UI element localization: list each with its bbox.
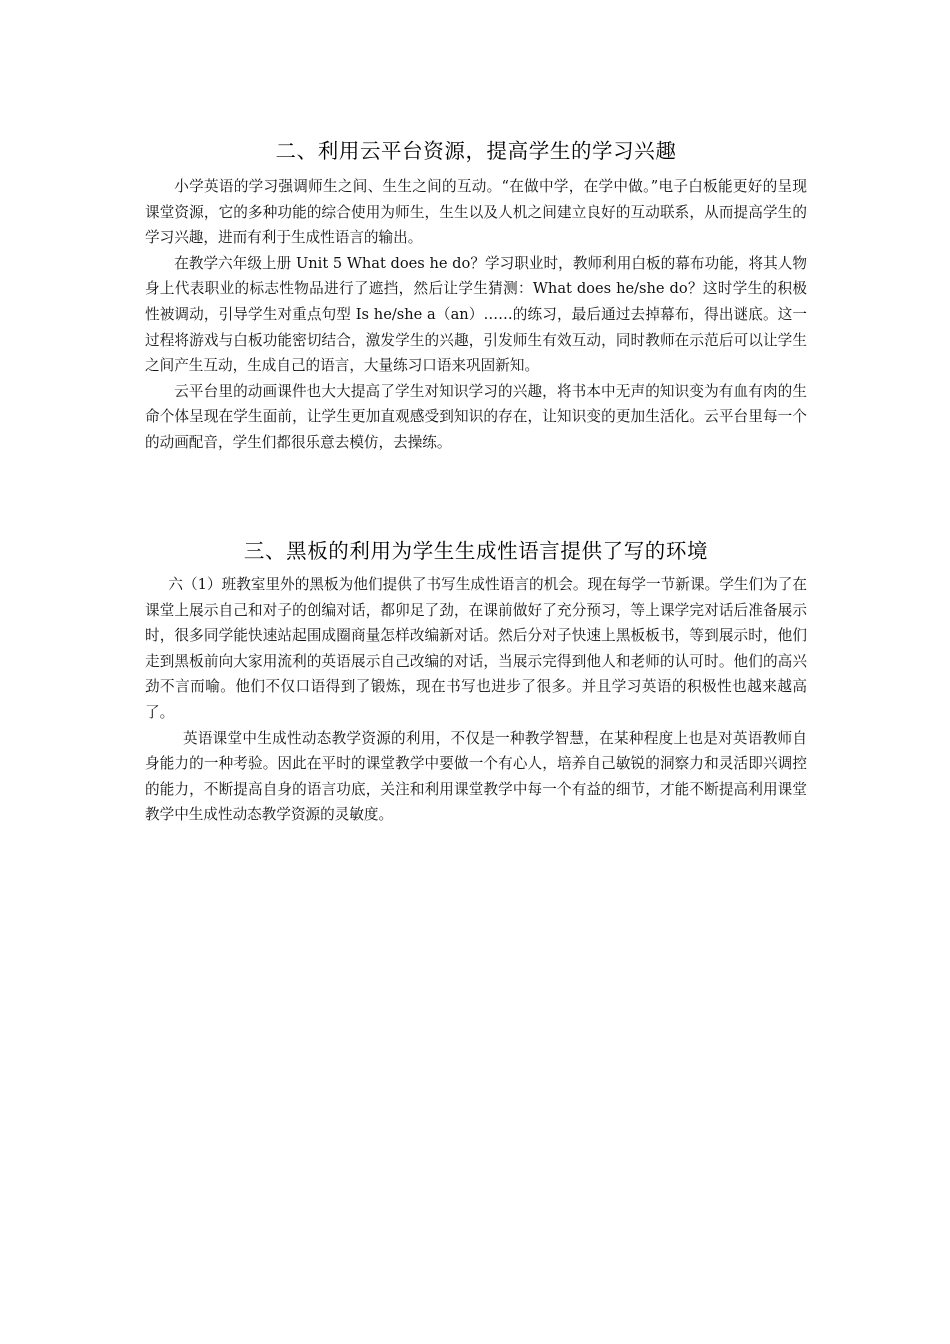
paragraph: 云平台里的动画课件也大大提高了学生对知识学习的兴趣，将书本中无声的知识变为有血有肉的生命个体呈现在学生面前，让学生更加直观感受到知识的存在，让知识变的更加生活化。云平台里每一个的动画配音，学生们都很乐意去模仿，去操练。 — [145, 382, 807, 451]
paragraph: 六（1）班教室里外的黑板为他们提供了书写生成性语言的机会。现在每学一节新课。学生们为了在课堂上展示自己和对子的创编对话，都卯足了劲，在课前做好了充分预习，等上课学完对话后准备展示时，很多同学能快速站起围成圈商量怎样改编新对话。然后分对子快速上黑板板书，等到展示时，他们走到黑板前向大家用流利的英语展示自己改编的对话，当展示完得到他人和老师的认可时。他们的高兴劲不言而喻。他们不仅口语得到了锻炼，现在书写也进步了很多。并且学习英语的积极性也越来越高了。 — [145, 576, 807, 721]
paragraph: 小学英语的学习强调师生之间、生生之间的互动。“在做中学，在学中做。”电子白板能更好的呈现课堂资源，它的多种功能的综合使用为师生，生生以及人机之间建立良好的互动联系，从而提高学生的学习兴趣，进而有利于生成性语言的输出。 — [145, 178, 807, 247]
section-heading: 三、黑板的利用为学生生成性语言提供了写的环境 — [243, 539, 709, 563]
section-cloud-platform — [145, 136, 807, 456]
paragraph: 在教学六年级上册 Unit 5 What does he do？学习职业时，教师利用白板的幕布功能，将其人物身上代表职业的标志性物品进行了遮挡，然后让学生猜测：What does he/she do？这时学生的积极性被调动，引导学生对重点句型 Is he/she a（an）……的练习，最后通过去掉幕布，得出谜底。这一过程将游戏与白板功能密切结合，激发学生的兴趣，引发师生有效互动，同时教师在示范后可以让学生之间产生互动，生成自己的语言，大量练习口语来巩固新知。 — [145, 254, 807, 375]
section-heading: 二、利用云平台资源，提高学生的学习兴趣 — [275, 139, 677, 163]
section-blackboard — [145, 536, 807, 828]
paragraph: 英语课堂中生成性动态教学资源的利用，不仅是一种教学智慧，在某种程度上也是对英语教师自身能力的一种考验。因此在平时的课堂教学中要做一个有心人，培养自己敏锐的洞察力和灵活即兴调控的能力，不断提高自身的语言功底，关注和利用课堂教学中每一个有益的细节，才能不断提高利用课堂教学中生成性动态教学资源的灵敏度。 — [145, 729, 807, 824]
